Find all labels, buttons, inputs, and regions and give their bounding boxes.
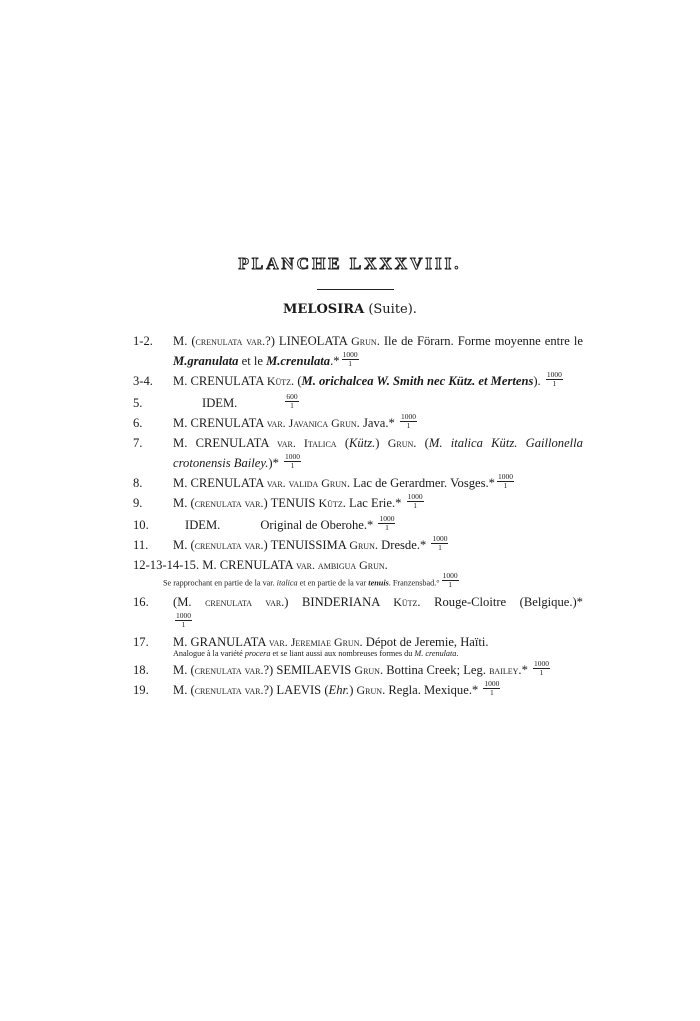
entry-18: 18. M. (crenulata var.?) SEMILAEVIS Grun. Bottina Creek; Leg. bailey.* $\frac{1000}{1}$	[133, 660, 583, 680]
entry-10: 10. IDEM. Original de Oberohe.* $\frac{1000}{1}$	[133, 515, 583, 535]
entry-16: 16. (M. crenulata var.) BINDERIANA Kütz. Rouge-Cloitre (Belgique.)* $\frac{1000}{1}$	[133, 592, 583, 632]
magnification: $\frac{1000}{1}$	[546, 369, 562, 388]
entry-7: 7. M. CRENULATA var. Italica (Kütz.) Grun. (M. italica Kütz. Gaillonella crotonensis Bailey.)* $\frac{1000}{1}$	[133, 433, 583, 473]
entry-note: Se rapprochant en partie de la var. italica et en partie de la var tenuis. Franzensbad.° $\frac{1000}{1}$	[163, 571, 458, 589]
plate-title: PLANCHE LXXXVIII.	[238, 254, 462, 273]
magnification: $\frac{1000}{1}$	[342, 349, 358, 368]
entry-number: 7.	[133, 436, 143, 450]
magnification: $\frac{1000}{1}$	[484, 678, 500, 697]
entry-12-15: 12-13-14-15. M. CRENULATA var. ambigua Grun. Se rapprochant en partie de la var. italica et en partie de la var tenuis. Franzensbad.° $\frac{1000}{1}$	[133, 555, 583, 592]
section-heading	[0, 302, 700, 317]
entry-number: 18.	[133, 663, 149, 677]
entry-number: 16.	[133, 595, 149, 609]
entry-9: 9. M. (crenulata var.) TENUIS Kütz. Lac Erie.* $\frac{1000}{1}$	[133, 493, 583, 513]
entry-number: 6.	[133, 416, 143, 430]
entry-list	[133, 331, 583, 700]
entry-number: 11.	[133, 538, 149, 552]
entry-number: 5.	[133, 396, 143, 410]
genus-name: MELOSIRA	[283, 302, 365, 317]
entry-number: 19.	[133, 683, 149, 697]
magnification: $\frac{1000}{1}$	[534, 658, 550, 677]
entry-1-2: 1-2. M. (crenulata var.?) LINEOLATA Grun. Ile de Förarn. Forme moyenne entre le M.granulata et le M.crenulata.* $\frac{1000}{1}$	[133, 331, 583, 371]
magnification: $\frac{1000}{1}$	[442, 571, 458, 589]
entry-number: 17.	[133, 635, 149, 649]
magnification: $\frac{1000}{1}$	[432, 533, 448, 552]
magnification: $\frac{1000}{1}$	[497, 471, 513, 490]
entry-11: 11. M. (crenulata var.) TENUISSIMA Grun. Dresde.* $\frac{1000}{1}$	[133, 535, 583, 555]
entry-note: Analogue à la variété procera et se liant aussi aux nombreuses formes du M. crenulata.	[173, 649, 459, 658]
entry-number: 10.	[133, 518, 149, 532]
suite-label: (Suite).	[368, 302, 417, 317]
magnification: $\frac{1000}{1}$	[176, 610, 191, 629]
entry-number: 12-13-14-15.	[133, 558, 200, 572]
magnification: $\frac{1000}{1}$	[400, 411, 416, 430]
magnification: $\frac{1000}{1}$	[379, 513, 395, 532]
entry-19: 19. M. (crenulata var.?) LAEVIS (Ehr.) Grun. Regla. Mexique.* $\frac{1000}{1}$	[133, 680, 583, 700]
entry-8: 8. M. CRENULATA var. valida Grun. Lac de Gerardmer. Vosges.* $\frac{1000}{1}$	[133, 473, 583, 493]
entry-17: 17. M. GRANULATA var. Jeremiae Grun. Dépot de Jeremie, Haïti. Analogue à la variété procera et se liant aussi aux nombreuses formes du M. crenulata.	[133, 632, 583, 660]
entry-number: 3-4.	[133, 374, 153, 388]
entry-number: 9.	[133, 496, 143, 510]
magnification: $\frac{600}{1}$	[286, 391, 298, 410]
entry-5: 5. IDEM. $\frac{600}{1}$	[133, 393, 583, 413]
magnification: $\frac{1000}{1}$	[285, 451, 301, 470]
title-rule	[317, 289, 394, 290]
entry-number: 8.	[133, 476, 143, 490]
entry-6: 6. M. CRENULATA var. Javanica Grun. Java.* $\frac{1000}{1}$	[133, 413, 583, 433]
entry-number: 1-2.	[133, 334, 153, 348]
entry-3-4: 3-4. M. CRENULATA Kütz. (M. orichalcea W. Smith nec Kütz. et Mertens). $\frac{1000}{1}$	[133, 371, 583, 391]
magnification: $\frac{1000}{1}$	[407, 491, 423, 510]
